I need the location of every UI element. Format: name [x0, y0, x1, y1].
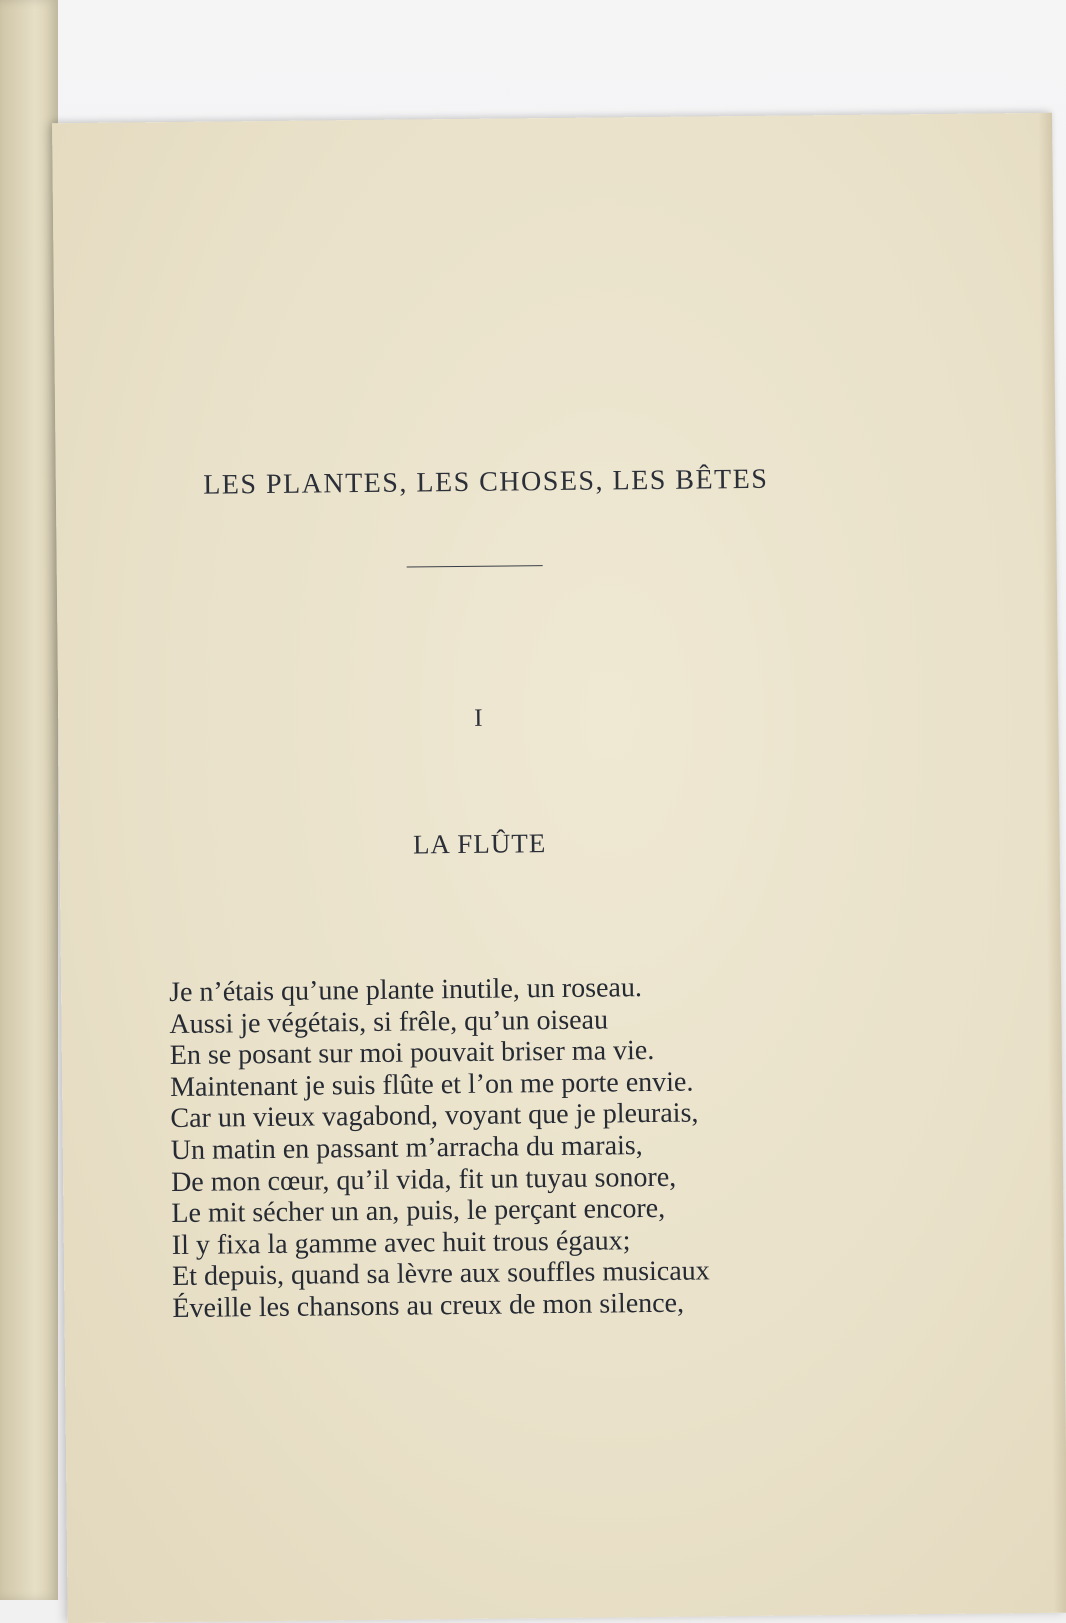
poem-line: Éveille les chansons au creux de mon silence,	[172, 1287, 685, 1324]
poem-line: Car un vieux vagabond, voyant que je pleurais,	[170, 1097, 699, 1135]
section-title: LES PLANTES, LES CHOSES, LES BÊTES	[203, 463, 769, 501]
left-page-edge	[0, 0, 58, 1600]
poem-line: En se posant sur moi pouvait briser ma vie.	[169, 1035, 655, 1072]
poem-line: Le mit sécher un an, puis, le perçant encore,	[171, 1193, 666, 1230]
poem-line: Un matin en passant m’arracha du marais,	[170, 1130, 643, 1167]
title-divider	[407, 565, 543, 567]
poem-line: Et depuis, quand sa lèvre aux souffles musicaux	[171, 1255, 710, 1293]
part-number: I	[473, 704, 483, 732]
poem-line: Il y fixa la gamme avec huit trous égaux;	[171, 1224, 631, 1261]
poem-line: De mon cœur, qu’il vida, fit un tuyau sonore,	[170, 1161, 677, 1198]
book-page	[52, 113, 1066, 1623]
poem-line: Aussi je végétais, si frêle, qu’un oiseau	[169, 1004, 609, 1040]
poem-body	[169, 970, 893, 1325]
poem-title: LA FLÛTE	[412, 828, 547, 860]
poem-line: Je n’étais qu’une plante inutile, un roseau.	[168, 972, 643, 1009]
poem-line: Maintenant je suis flûte et l’on me porte envie.	[169, 1066, 694, 1103]
